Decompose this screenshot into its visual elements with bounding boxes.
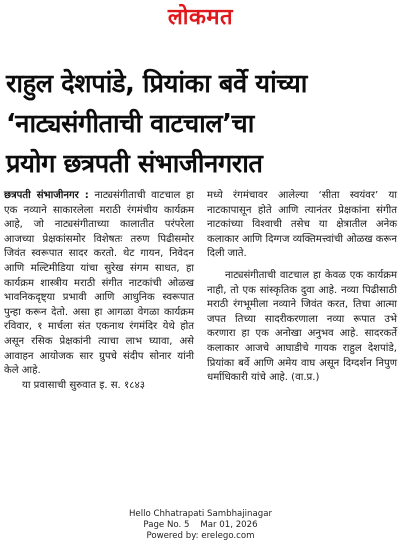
page-info [0, 520, 401, 531]
headline-line-3: प्रयोग छत्रपती संभाजीनगरात [6, 149, 263, 179]
page-number: Page No. 5 [143, 520, 190, 530]
article-paragraph [207, 269, 397, 386]
powered-by: Powered by: erelego.com [146, 531, 255, 541]
headline-line-1: राहुल देशपांडे, प्रियांका बर्वे यांच्या [6, 69, 307, 99]
article-paragraph [4, 189, 194, 379]
article-paragraph [4, 379, 194, 394]
page-footer [0, 509, 401, 542]
headline-line-2: ‘नाट्यसंगीताची वाटचाल’चा [6, 109, 254, 139]
dateline: छत्रपती संभाजीनगर : [4, 190, 89, 201]
article-column-left [4, 189, 194, 393]
article-column-right [207, 189, 397, 386]
article-text: नाट्यसंगीताची वाटचाल हा एक नव्याने साकारलेला मराठी रंगमंचीय कार्यक्रम आहे, जो नाट्यसंगीताच्या कालातीत परंपरेला आजच्या प्रेक्षकांसमोर विशेषतः तरुण पिढीसमोर जिवंत स्वरूपात सादर करतो. थेट गायन, निवेदन आणि मल्टिमीडिया यांचा सुरेख संगम साधत, हा कार्यक्रम शास्त्रीय मराठी संगीत नाटकांची ओळख भावनिकदृष्ट्या प्रभावी आणि आधुनिक स्वरूपात पुन्हा करून देतो. असा हा आगळा वेगळा कार्यक्रम रविवार, १ मार्चला संत एकनाथ रंगमंदिर येथे होत असून रसिक प्रेक्षकांनी त्याचा लाभ घ्यावा, असे आवाहन आयोजक सार ग्रुपचे संदीप सोनार यांनी केले आहे. [4, 190, 194, 377]
article-text: या प्रवासाची सुरुवात इ. स. १८४३ [22, 379, 145, 391]
masthead [0, 4, 401, 34]
newspaper-logo: लोकमत [167, 5, 234, 30]
article-headline [6, 64, 398, 184]
article-paragraph [207, 189, 397, 262]
article-text: मध्ये रंगमंचावर आलेल्या ‘सीता स्वयंवर’ या नाटकापासून होते आणि त्यानंतर प्रेक्षकांना संगीत नाटकांच्या विश्वाची तसेच या क्षेत्रातील अनेक कलाकार आणि दिग्गज व्यक्तिमत्त्वांची ओळख करून दिली जाते. [207, 190, 397, 260]
issue-date: Mar 01, 2026 [200, 520, 258, 530]
article-text: नाट्यसंगीताची वाटचाल हा केवळ एक कार्यक्रम नाही, तो एक सांस्कृतिक दुवा आहे. नव्या पिढीसाठी मराठी रंगभूमीला नव्याने जिवंत करत, तिचा आत्मा जपत तिच्या सादरीकरणाला नव्या रूपात उभे करणारा हा एक अनोखा अनुभव आहे. सादरकर्ते कलाकार आजचे आघाडीचे गायक राहुल देशपांडे, प्रियांका बर्वे आणि अमेय वाघ असून दिग्दर्शन निपुण धर्माधिकारी यांचे आहे. (वा.प्र.) [207, 269, 397, 384]
edition-name: Hello Chhatrapati Sambhajinagar [128, 509, 273, 519]
